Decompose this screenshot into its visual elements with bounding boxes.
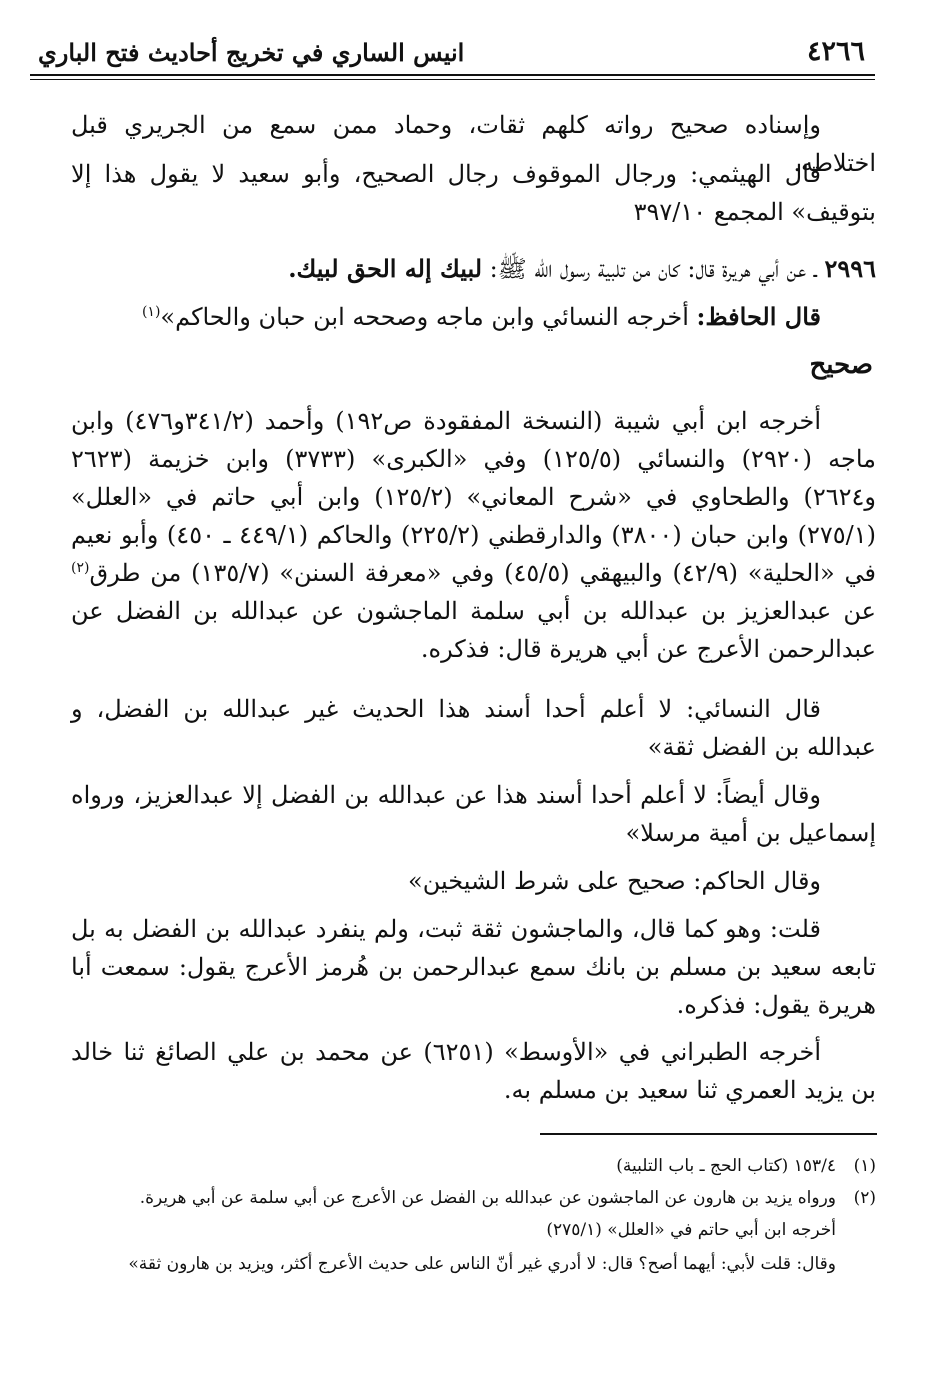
footnote-text: ورواه يزيد بن هارون عن الماجشون عن عبدالله بن الفضل عن الأعرج عن أبي سلمة عن أبي هريرة.: [139, 1188, 836, 1208]
hadith-text: ـ عن أبي هريرة قال: كان من تلبية رسول الله ﷺ:: [489, 255, 817, 283]
takhrij-paragraph: [71, 402, 876, 668]
nasai-paragraph-2: وقال أيضاً: لا أعلم أحدا أسند هذا عن عبدالله بن الفضل إلا عبدالعزيز، ورواه إسماعيل بن أمية مرسلا»: [71, 781, 876, 847]
tabarani-paragraph: أخرجه الطبراني في «الأوسط» (٦٢٥١) عن محمد بن علي الصائغ ثنا خالد بن يزيد العمري ثنا سعيد بن مسلم به.: [71, 1038, 876, 1104]
hakim-paragraph: وقال الحاكم: صحيح على شرط الشيخين»: [408, 867, 821, 895]
footnote-2-continued: [66, 1216, 876, 1244]
grade-heading: صحيح: [809, 350, 873, 380]
page-header: [30, 32, 875, 78]
isnad-paragraph: وإسناده صحيح رواته كلهم ثقات، وحماد ممن سمع من الجريري قبل اختلاطه.: [71, 111, 876, 177]
footnote-text: وقال: قلت لأبي: أيهما أصح؟ قال: لا أدري غير أنّ الناس على حديث الأعرج أكثر، ويزيد بن هارون ثقة»: [128, 1254, 836, 1274]
footnote-text: ١٥٣/٤ (كتاب الحج ـ باب التلبية): [616, 1156, 836, 1176]
takhrij-part1: أخرجه ابن أبي شيبة (النسخة المفقودة ص١٩٢) وأحمد (٣٤١/٢و٤٧٦) وابن ماجه (٢٩٢٠) والنسائي (١٢٥/٥) وفي «الكبرى» (٣٧٣٣) وابن خزيمة (٢٦٢٣ و٢٦٢٤) والطحاوي في «شرح المعاني» (١٢٥/٢) وابن أبي حاتم في «العلل» (٢٧٥/١) وابن حبان (٣٨٠٠) والدارقطني (٢٢٥/٢) والحاكم (٤٤٩/١ ـ ٤٥٠) وأبو نعيم في «الحلية» (٤٢/٩) والبيهقي (٤٥/٥) وفي «معرفة السنن» (١٣٥/٧) من طرق: [71, 407, 877, 587]
hafiz-label: قال الحافظ:: [696, 302, 821, 331]
footnote-mark: (١): [853, 1156, 876, 1176]
footnote-2-continued-2: [66, 1250, 876, 1278]
footnote-mark: (٢): [853, 1188, 876, 1208]
footnote-1: [66, 1152, 876, 1180]
qultu-paragraph: قلت: وهو كما قال، والماجشون ثقة ثبت، ولم ينفرد عبدالله بن الفضل به بل تابعه سعيد بن مسلم بن بانك سمع عبدالرحمن بن هُرمز الأعرج يقول: سمعت أبا هريرة يقول: فذكره.: [71, 915, 876, 1019]
header-rule-thin: [30, 79, 875, 80]
hadith-matn: لبيك إله الحق لبيك.: [288, 254, 483, 283]
header-rule: [30, 74, 875, 76]
page-number: ٤٢٦٦: [806, 36, 865, 67]
footnote-ref-1: (١): [141, 304, 161, 320]
footnote-text: أخرجه ابن أبي حاتم في «العلل» (٢٧٥/١): [546, 1220, 836, 1240]
book-title: انيس الساري في تخريج أحاديث فتح الباري: [38, 38, 465, 67]
hafiz-paragraph: [71, 298, 876, 336]
footnote-separator: [540, 1133, 877, 1135]
hadith-paragraph: [71, 250, 876, 288]
takhrij-part2: عن عبدالعزيز بن عبدالله بن أبي سلمة الماجشون عن عبدالله بن الفضل عن عبدالرحمن الأعرج عن أبي هريرة قال: فذكره.: [71, 597, 876, 663]
hadith-number: ٢٩٩٦: [824, 254, 876, 283]
hafiz-text: أخرجه النسائي وابن ماجه وصححه ابن حبان والحاكم»: [160, 303, 689, 331]
haythami-paragraph: قال الهيثمي: ورجال الموقوف رجال الصحيح، وأبو سعيد لا يقول هذا إلا بتوقيف» المجمع ٣٩٧/١٠: [71, 160, 876, 226]
footnote-ref-2: (٢): [71, 560, 90, 576]
nasai-paragraph-1: قال النسائي: لا أعلم أحدا أسند هذا الحديث غير عبدالله بن الفضل، و عبدالله بن الفضل ثقة»: [71, 695, 876, 761]
footnote-2: [66, 1184, 876, 1212]
